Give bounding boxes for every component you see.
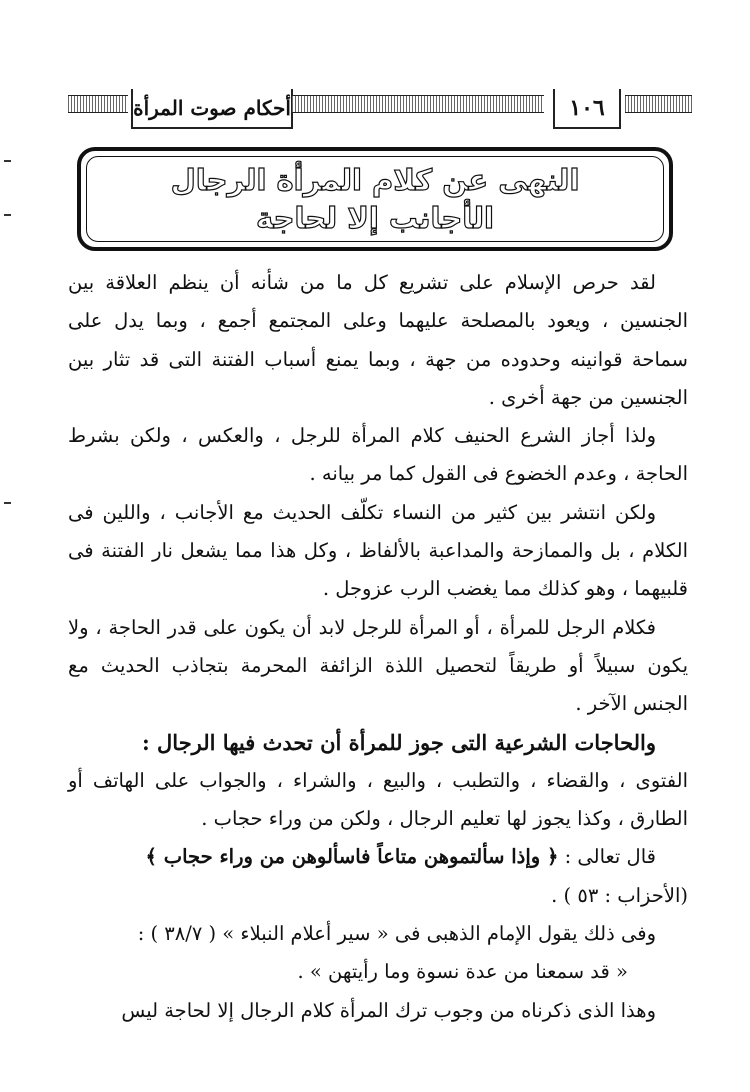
paragraph: وهذا الذى ذكرناه من وجوب ترك المرأة كلام الرجال إلا لحاجة ليس: [121, 998, 656, 1022]
paragraph: الفتوى ، والقضاء ، والتطبب ، والبيع ، والشراء ، والجواب على الهاتف أو الطارق ، وكذا يجوز لها تعليم الرجال ، ولكن من وراء حجاب .: [68, 768, 688, 831]
scan-edge-mark: [4, 214, 11, 216]
section-title-line-2: الأجانب إلا لحاجة: [256, 201, 494, 235]
quran-verse: ﴿ وإذا سألتموهن متاعاً فاسألوهن من وراء حجاب ﴾: [145, 845, 559, 869]
paragraph: فكلام الرجل للمرأة ، أو المرأة للرجل لابد أن يكون على قدر الحاجة ، ولا يكون سبيلاً أو طريقاً لتحصيل اللذة الزائفة المحرمة بتجاذب الحديث مع الجنس الآخر .: [68, 615, 688, 716]
quote: « قد سمعنا من عدة نسوة وما رأيتهن » .: [297, 960, 628, 984]
body-text: [68, 264, 688, 1030]
book-title: أحكام صوت المرأة: [131, 89, 293, 129]
paragraph: ولكن انتشر بين كثير من النساء تكلّف الحديث مع الأجانب ، واللين فى الكلام ، بل والممازحة والمداعبة بالألفاظ ، وكل هذا مما يشعل نار الفتنة فى قلبيهما ، وهو كذلك مما يغضب الرب عزوجل .: [68, 500, 688, 601]
paragraph: لقد حرص الإسلام على تشريع كل ما من شأنه أن ينظم العلاقة بين الجنسين ، ويعود بالمصلحة عليهما وعلى المجتمع أجمع ، وبما يدل على سماحة قوانينه وحدوده من جهة ، وبما يمنع أسباب الفتنة التى قد تثار بين الجنسين من جهة أخرى .: [68, 271, 688, 409]
section-title-line-1: النهى عن كلام المرأة الرجال: [170, 163, 580, 197]
citation-prefix: قال تعالى :: [564, 845, 656, 869]
header-ornament-left: [68, 95, 128, 113]
header-ornament-right: [625, 95, 692, 113]
section-title-frame: [77, 147, 673, 251]
running-header: [68, 89, 692, 127]
scan-edge-mark: [4, 502, 11, 504]
scan-edge-mark: [4, 160, 11, 162]
verse-reference: (الأحزاب : ٥٣ ) .: [551, 883, 688, 907]
paragraph: ولذا أجاز الشرع الحنيف كلام المرأة للرجل ، والعكس ، ولكن بشرط الحاجة ، وعدم الخضوع فى القول كما مر بيانه .: [68, 424, 688, 486]
quran-citation: [68, 838, 688, 876]
page-number: ١٠٦: [553, 89, 621, 129]
section-title-inner-frame: [86, 156, 664, 242]
header-ornament-middle: [292, 95, 544, 113]
paragraph: وفى ذلك يقول الإمام الذهبى فى « سير أعلام النبلاء » ( ٣٨/٧ ) :: [137, 922, 656, 946]
section-heading: والحاجات الشرعية التى جوز للمرأة أن تحدث فيها الرجال :: [141, 729, 656, 755]
